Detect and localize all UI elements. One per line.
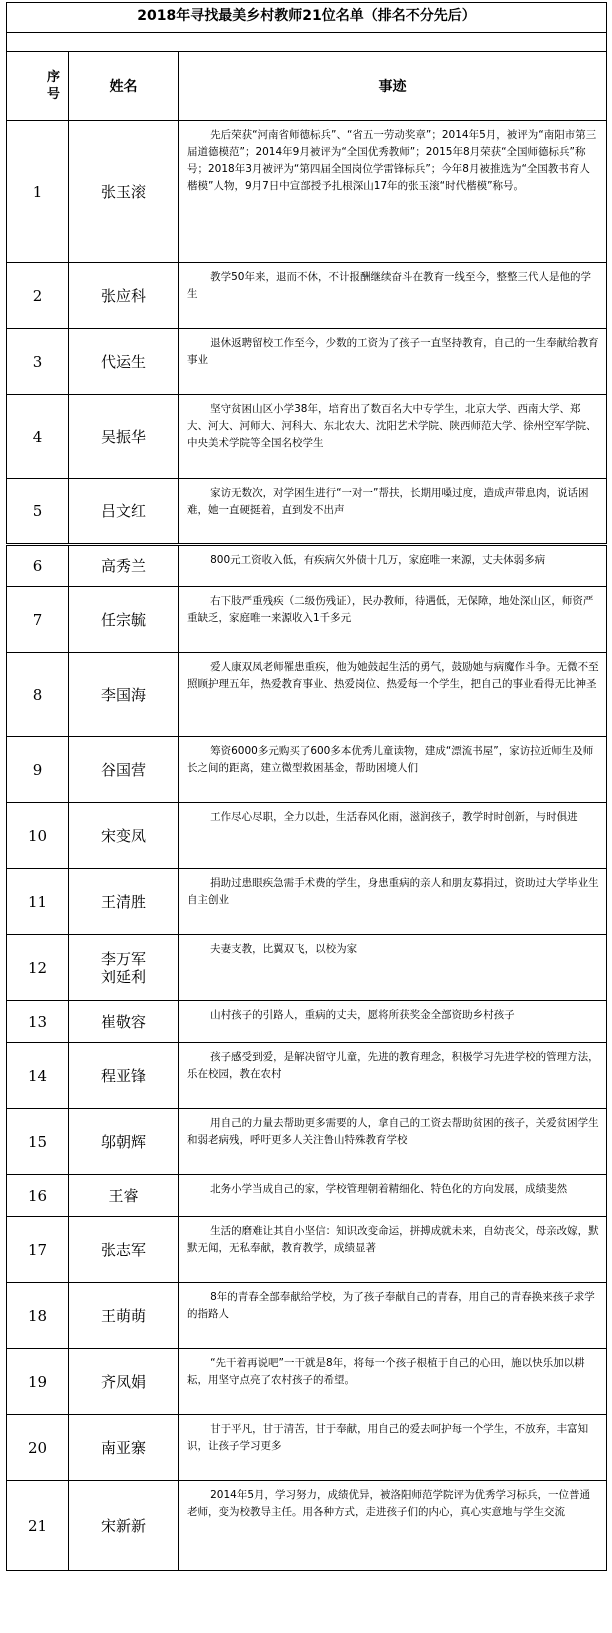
header-deeds: 事迹 <box>179 52 607 121</box>
row-number: 12 <box>7 935 69 1001</box>
row-number: 7 <box>7 587 69 653</box>
teacher-deeds: 工作尽心尽职，全力以赴，生活春风化雨，滋润孩子，教学时时创新，与时俱进 <box>179 803 607 869</box>
table-row <box>7 1109 607 1175</box>
teacher-deeds: “先干着再说吧”一干就是8年，将每一个孩子根植于自己的心田，施以快乐加以耕耘，用坚守点亮了农村孩子的希望。 <box>179 1349 607 1415</box>
teacher-name: 张玉滚 <box>69 121 179 263</box>
table-row <box>7 395 607 479</box>
teacher-name: 崔敬容 <box>69 1001 179 1043</box>
table-row <box>7 1001 607 1043</box>
row-number: 8 <box>7 653 69 737</box>
teacher-name: 李万军 刘延利 <box>69 935 179 1001</box>
teacher-deeds: 孩子感受到爱，是解决留守儿童，先进的教育理念，积极学习先进学校的管理方法，乐在校园，教在农村 <box>179 1043 607 1109</box>
teacher-deeds: 教学50年来，退而不休，不计报酬继续奋斗在教育一线至今，整整三代人是他的学生 <box>179 263 607 329</box>
teacher-name: 吕文红 <box>69 479 179 545</box>
header-seq-text-2: 号 <box>46 87 60 102</box>
teacher-deeds: 坚守贫困山区小学38年，培育出了数百名大中专学生，北京大学、西南大学、郑大、河大、河师大、河科大、东北农大、沈阳艺术学院、陕西师范大学、徐州空军学院、中央美术学院等全国名校学生 <box>179 395 607 479</box>
table-body <box>7 121 607 1571</box>
teacher-deeds: 甘于平凡，甘于清苦，甘于奉献，用自己的爱去呵护每一个学生，不放弃，丰富知识，让孩子学习更多 <box>179 1415 607 1481</box>
teacher-name: 王清胜 <box>69 869 179 935</box>
teacher-deeds: 右下肢严重残疾（二级伤残证），民办教师，待遇低，无保障，地处深山区，师资严重缺乏，家庭唯一来源收入1千多元 <box>179 587 607 653</box>
table-title: 2018年寻找最美乡村教师21位名单（排名不分先后） <box>7 3 607 33</box>
table-row <box>7 1415 607 1481</box>
row-number: 3 <box>7 329 69 395</box>
teacher-deeds: 山村孩子的引路人，重病的丈夫，愿将所获奖金全部资助乡村孩子 <box>179 1001 607 1043</box>
teacher-deeds: 退休返聘留校工作至今，少数的工资为了孩子一直坚持教育，自己的一生奉献给教育事业 <box>179 329 607 395</box>
teacher-deeds: 爱人康双凤老师罹患重疾，他为她鼓起生活的勇气，鼓励她与病魔作斗争。无微不至照顾护理五年，热爱教育事业、热爱岗位、热爱每一个学生，把自己的事业看得无比神圣 <box>179 653 607 737</box>
document-page <box>6 2 606 1571</box>
table-row <box>7 935 607 1001</box>
row-number: 6 <box>7 545 69 587</box>
table-row <box>7 1043 607 1109</box>
teacher-name: 谷国营 <box>69 737 179 803</box>
teacher-deeds: 用自己的力量去帮助更多需要的人，拿自己的工资去帮助贫困的孩子，关爱贫困学生和弱老病残，呼吁更多人关注鲁山特殊教育学校 <box>179 1109 607 1175</box>
teacher-deeds: 2014年5月，学习努力，成绩优异，被洛阳师范学院评为优秀学习标兵，一位普通老师，变为校教导主任。用各种方式，走进孩子们的内心，真心实意地与学生交流 <box>179 1481 607 1571</box>
teacher-deeds: 夫妻支教，比翼双飞，以校为家 <box>179 935 607 1001</box>
header-seq-text: 序 <box>46 70 60 85</box>
row-number: 4 <box>7 395 69 479</box>
table-row <box>7 545 607 587</box>
teacher-name: 代运生 <box>69 329 179 395</box>
teacher-name: 宋变凤 <box>69 803 179 869</box>
row-number: 21 <box>7 1481 69 1571</box>
table-row <box>7 329 607 395</box>
row-number: 16 <box>7 1175 69 1217</box>
row-number: 5 <box>7 479 69 545</box>
header-name: 姓名 <box>69 52 179 121</box>
row-number: 9 <box>7 737 69 803</box>
table-row <box>7 737 607 803</box>
teacher-name: 宋新新 <box>69 1481 179 1571</box>
table-row <box>7 1217 607 1283</box>
table-row <box>7 1175 607 1217</box>
table-row <box>7 803 607 869</box>
teacher-name: 齐凤娟 <box>69 1349 179 1415</box>
row-number: 20 <box>7 1415 69 1481</box>
teacher-deeds: 生活的磨难让其自小坚信：知识改变命运，拼搏成就未来，自幼丧父，母亲改嫁，默默无闻，无私奉献，教育教学，成绩显著 <box>179 1217 607 1283</box>
table-row <box>7 869 607 935</box>
teacher-deeds: 筹资6000多元购买了600多本优秀儿童读物，建成“漂流书屋”，家访拉近师生及师长之间的距离，建立微型救困基金，帮助困境人们 <box>179 737 607 803</box>
teacher-name: 张志军 <box>69 1217 179 1283</box>
table-row <box>7 1349 607 1415</box>
row-number: 13 <box>7 1001 69 1043</box>
table-row <box>7 121 607 263</box>
teacher-deeds: 800元工资收入低，有疾病欠外债十几万，家庭唯一来源，丈夫体弱多病 <box>179 545 607 587</box>
row-number: 17 <box>7 1217 69 1283</box>
row-number: 18 <box>7 1283 69 1349</box>
teacher-deeds: 捐助过患眼疾急需手术费的学生，身患重病的亲人和朋友募捐过，资助过大学毕业生自主创业 <box>179 869 607 935</box>
teacher-name: 吴振华 <box>69 395 179 479</box>
table-row <box>7 1481 607 1571</box>
row-number: 11 <box>7 869 69 935</box>
teacher-name: 张应科 <box>69 263 179 329</box>
row-number: 2 <box>7 263 69 329</box>
title-spacer <box>7 33 607 52</box>
table-row <box>7 1283 607 1349</box>
table-row <box>7 587 607 653</box>
teacher-name: 邬朝辉 <box>69 1109 179 1175</box>
teacher-name: 任宗毓 <box>69 587 179 653</box>
teacher-name: 王萌萌 <box>69 1283 179 1349</box>
teacher-deeds: 家访无数次，对学困生进行“一对一”帮扶，长期用嗓过度，造成声带息肉，说话困难，她一直硬挺着，直到发不出声 <box>179 479 607 545</box>
header-seq <box>7 52 69 121</box>
teacher-deeds: 北务小学当成自己的家，学校管理朝着精细化、特色化的方向发展，成绩斐然 <box>179 1175 607 1217</box>
table-row <box>7 263 607 329</box>
teacher-name: 李国海 <box>69 653 179 737</box>
teacher-name: 南亚寨 <box>69 1415 179 1481</box>
teacher-deeds: 先后荣获“河南省师德标兵”、“省五一劳动奖章”；2014年5月，被评为“南阳市第三届道德模范”；2014年9月被评为“全国优秀教师”；2015年8月荣获“全国师德标兵”称号；2018年3月被评为“第四届全国岗位学雷锋标兵”；今年8月被推选为“全国教书育人楷模”人物，9月7日中宣部授予扎根深山17年的张玉滚“时代楷模”称号。 <box>179 121 607 263</box>
row-number: 10 <box>7 803 69 869</box>
table-row <box>7 653 607 737</box>
teacher-name: 高秀兰 <box>69 545 179 587</box>
row-number: 15 <box>7 1109 69 1175</box>
row-number: 14 <box>7 1043 69 1109</box>
row-number: 19 <box>7 1349 69 1415</box>
teacher-name: 程亚锋 <box>69 1043 179 1109</box>
teacher-deeds: 8年的青春全部奉献给学校，为了孩子奉献自己的青春，用自己的青春换来孩子求学的指路人 <box>179 1283 607 1349</box>
teacher-name: 王睿 <box>69 1175 179 1217</box>
row-number: 1 <box>7 121 69 263</box>
table-row <box>7 479 607 545</box>
teacher-list-table <box>6 2 607 1571</box>
